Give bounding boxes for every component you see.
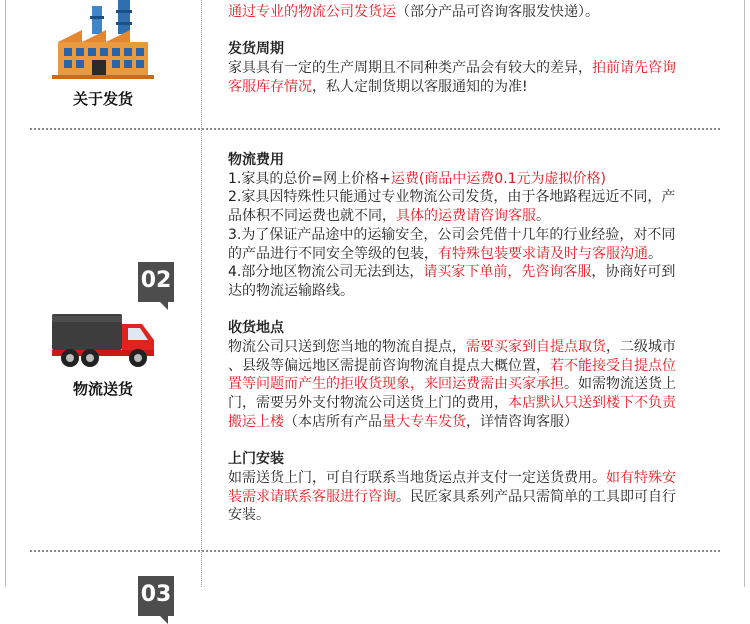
highlight-text: 通过专业的物流公司发货运 — [228, 4, 396, 20]
body-text: 家具具有一定的生产周期且不同种类产品会有较大的差异， — [228, 60, 592, 77]
highlight-text: 量大专车发货 — [382, 413, 466, 430]
highlight-text: 拍前请先咨询 — [592, 60, 676, 77]
highlight-text: 客服库存情况 — [228, 78, 312, 95]
pickup-location-heading: 收货地点 — [228, 320, 284, 337]
freight-fee-heading: 物流费用 — [228, 152, 284, 168]
highlight-text: 有特殊包装要求请及时与客服沟通 — [438, 245, 648, 262]
delivery-info-block — [228, 151, 728, 525]
body-text: 品体积不同运费也就不同， — [228, 208, 396, 225]
highlight-text: 置等问题而产生的拒收货现象，来回运费需由买家承担 — [228, 376, 564, 393]
body-text: 。 — [648, 245, 662, 262]
highlight-text: 搬运上楼 — [228, 413, 284, 430]
highlight-text: 装需求请联系客服进行咨询 — [228, 488, 396, 505]
body-text: 门，需要另外支付物流公司送货上门的费用， — [228, 395, 508, 412]
section-label-delivery: 物流送货 — [72, 380, 133, 398]
truck-icon — [50, 310, 156, 370]
highlight-text: 本店默认只送到楼下不负责 — [508, 395, 676, 412]
highlight-text: 如有特殊安 — [606, 469, 676, 486]
highlight-text: 需要买家到自提点取货 — [466, 339, 606, 356]
body-text: 如需送货上门，可自行联系当地货运点并支付一定送货费用。 — [228, 469, 606, 486]
body-text: 达的物流运输路线。 — [228, 282, 354, 299]
body-text: 。 — [536, 208, 550, 225]
shipping-info-block — [228, 3, 728, 97]
body-text: （本店所有产品 — [284, 413, 382, 430]
body-text: ，协商好可到 — [591, 264, 676, 281]
section-number-badge: 03 — [138, 576, 174, 616]
body-text: ，二级城市 — [606, 339, 676, 356]
body-text: 、县级等偏远地区需提前咨询物流自提点大概位置， — [228, 357, 550, 374]
installation-heading: 上门安装 — [228, 451, 284, 468]
body-text: （部分产品可咨询客服发快递）。 — [396, 4, 599, 20]
body-text: 的产品进行不同安全等级的包装， — [228, 245, 438, 262]
body-text: 安装。 — [228, 507, 270, 524]
highlight-text: 具体的运费请咨询客服 — [396, 208, 536, 225]
highlight-text: 若不能接受自提点位 — [550, 357, 676, 374]
section-label-shipping: 关于发货 — [72, 90, 133, 108]
section-number-badge: 02 — [138, 262, 174, 302]
column-divider — [201, 0, 202, 587]
factory-icon — [52, 0, 154, 80]
body-text: 。如需物流送货上 — [564, 376, 676, 393]
section-divider — [30, 550, 720, 552]
body-text: 。民匠家具系列产品只需简单的工具即可自行 — [396, 488, 676, 505]
highlight-text: 运费(商品中运费0.1元为虚拟价格) — [390, 170, 607, 187]
highlight-text: 请买家下单前，先咨询客服 — [423, 264, 592, 281]
body-text: 1.家具的总价=网上价格+ — [228, 170, 391, 187]
body-text: ，详情咨询客服） — [466, 413, 578, 430]
body-text: ，私人定制货期以客服通知的为准! — [312, 78, 528, 95]
shipping-cycle-heading: 发货周期 — [228, 41, 284, 58]
body-text: 物流公司只送到您当地的物流自提点， — [228, 339, 466, 356]
body-text: 3.为了保证产品途中的运输安全，公司会凭借十几年的行业经验，对不同 — [228, 226, 676, 243]
body-text: 4.部分地区物流公司无法到达， — [228, 264, 424, 281]
section-divider — [30, 128, 720, 130]
body-text: 2.家具因特殊性只能通过专业物流公司发货，由于各地路程远近不同，产 — [228, 189, 676, 206]
